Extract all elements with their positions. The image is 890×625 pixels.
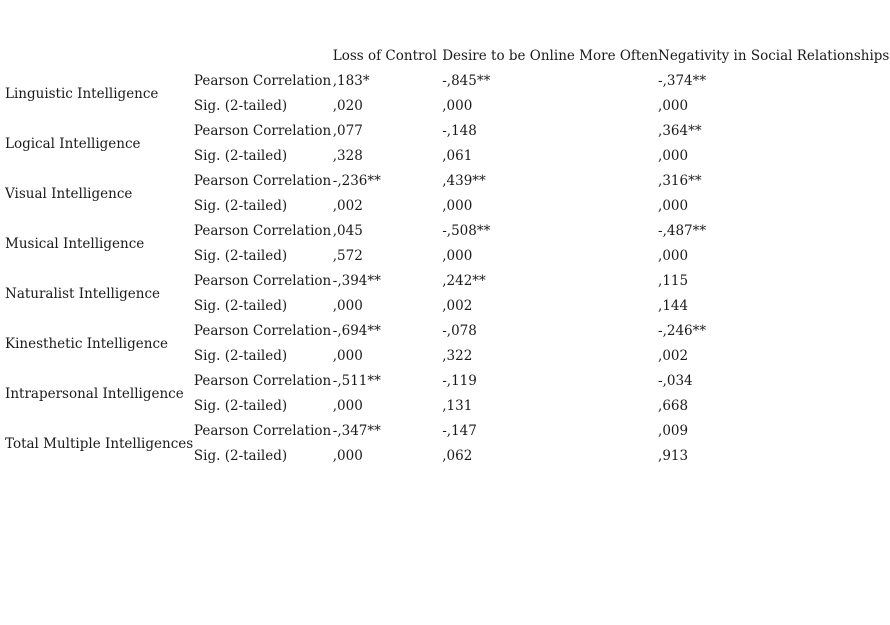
correlation-value: -,148 [442, 123, 477, 139]
pearson-label: Pearson Correlation [193, 73, 332, 89]
pearson-label: Pearson Correlation [193, 173, 332, 189]
row-variable-name: Kinesthetic Intelligence [5, 335, 168, 352]
correlation-value: -,246** [658, 323, 707, 339]
table-row [5, 369, 890, 394]
significance-value: ,000 [332, 448, 363, 464]
significance-value: ,913 [658, 448, 689, 464]
pearson-label: Pearson Correlation [193, 273, 332, 289]
correlation-value: -,394** [332, 273, 381, 289]
pearson-label: Pearson Correlation [193, 423, 332, 439]
row-variable-name: Intrapersonal Intelligence [5, 385, 184, 402]
table-row [5, 169, 890, 194]
row-variable-name: Musical Intelligence [5, 235, 145, 252]
sig-label: Sig. (2-tailed) [193, 98, 288, 114]
correlation-value: ,009 [658, 423, 689, 439]
significance-value: ,000 [442, 198, 473, 214]
table-row [5, 219, 890, 244]
row-variable-name: Linguistic Intelligence [5, 85, 159, 102]
row-variable-name: Visual Intelligence [5, 185, 133, 202]
significance-value: ,000 [658, 198, 689, 214]
column-header: Negativity in Social Relationships [658, 48, 890, 64]
significance-value: ,000 [658, 248, 689, 264]
significance-value: ,000 [442, 248, 473, 264]
table-row [5, 69, 890, 94]
header-blank-cell [194, 44, 333, 69]
correlation-value: ,183* [332, 73, 370, 89]
pearson-label: Pearson Correlation [193, 323, 332, 339]
significance-value: ,131 [442, 398, 473, 414]
significance-value: ,002 [332, 198, 363, 214]
significance-value: ,020 [332, 98, 363, 114]
correlation-value: ,364** [658, 123, 702, 139]
table-row [5, 119, 890, 144]
pearson-label: Pearson Correlation [193, 123, 332, 139]
correlation-value: -,511** [332, 373, 381, 389]
significance-value: ,572 [332, 248, 363, 264]
correlation-value: -,347** [332, 423, 381, 439]
correlation-value: ,115 [658, 273, 689, 289]
sig-label: Sig. (2-tailed) [193, 398, 288, 414]
sig-label: Sig. (2-tailed) [193, 198, 288, 214]
significance-value: ,002 [442, 298, 473, 314]
significance-value: ,328 [332, 148, 363, 164]
correlation-value: -,694** [332, 323, 381, 339]
correlation-value: -,147 [442, 423, 477, 439]
sig-label: Sig. (2-tailed) [193, 448, 288, 464]
significance-value: ,000 [332, 398, 363, 414]
sig-label: Sig. (2-tailed) [193, 148, 288, 164]
correlation-value: -,034 [658, 373, 693, 389]
correlation-value: ,077 [332, 123, 363, 139]
significance-value: ,144 [658, 298, 689, 314]
correlation-value: -,487** [658, 223, 707, 239]
correlation-value: -,236** [332, 173, 381, 189]
correlation-value: ,316** [658, 173, 702, 189]
significance-value: ,061 [442, 148, 473, 164]
significance-value: ,000 [658, 98, 689, 114]
table-row [5, 319, 890, 344]
correlation-value: ,242** [442, 273, 486, 289]
significance-value: ,000 [442, 98, 473, 114]
table-row [5, 419, 890, 444]
table-body [5, 69, 890, 469]
correlation-value: ,439** [442, 173, 486, 189]
correlation-value: -,119 [442, 373, 477, 389]
sig-label: Sig. (2-tailed) [193, 348, 288, 364]
significance-value: ,000 [332, 348, 363, 364]
significance-value: ,000 [332, 298, 363, 314]
significance-value: ,000 [658, 148, 689, 164]
correlation-value: -,078 [442, 323, 477, 339]
pearson-label: Pearson Correlation [193, 223, 332, 239]
row-variable-name: Logical Intelligence [5, 135, 141, 152]
significance-value: ,062 [442, 448, 473, 464]
table-row [5, 269, 890, 294]
correlation-value: -,845** [442, 73, 491, 89]
correlation-value: -,374** [658, 73, 707, 89]
pearson-label: Pearson Correlation [193, 373, 332, 389]
column-header: Desire to be Online More Often [442, 48, 659, 64]
significance-value: ,002 [658, 348, 689, 364]
sig-label: Sig. (2-tailed) [193, 248, 288, 264]
column-header: Loss of Control [332, 48, 437, 64]
correlation-value: ,045 [332, 223, 363, 239]
significance-value: ,322 [442, 348, 473, 364]
sig-label: Sig. (2-tailed) [193, 298, 288, 314]
significance-value: ,668 [658, 398, 689, 414]
row-variable-name: Total Multiple Intelligences [5, 435, 194, 452]
header-row [5, 44, 890, 69]
row-variable-name: Naturalist Intelligence [5, 285, 161, 302]
correlation-value: -,508** [442, 223, 491, 239]
header-blank-cell [5, 44, 194, 69]
correlation-table [5, 44, 890, 469]
